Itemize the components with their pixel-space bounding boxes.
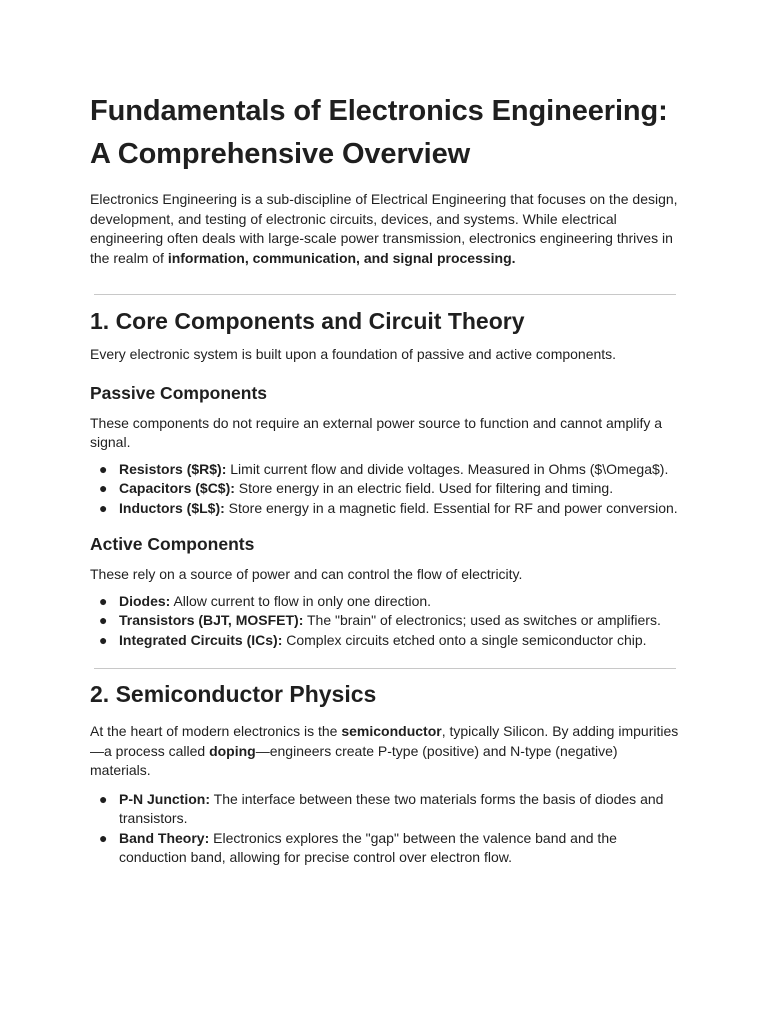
bullet-icon: ● [99, 460, 108, 477]
intro-text: Electronics Engineering is a sub-discipline of Electrical Engineering that focuses on the design, development, and testing of electronic circuits, devices, and systems. While electrical engineering often deals with large-scale power transmission, electronics engineering thrives in the realm of [90, 191, 678, 266]
paragraph-text: At the heart of modern electronics is the [90, 723, 342, 739]
list-item-desc: Store energy in an electric field. Used for filtering and timing. [234, 480, 614, 496]
list-item [90, 611, 680, 631]
semiconductor-list [90, 790, 680, 868]
list-item [90, 790, 680, 829]
list-item-term: Diodes: [119, 592, 171, 609]
section-1-intro: Every electronic system is built upon a foundation of passive and active components. [90, 346, 617, 362]
section-2-paragraph [90, 722, 680, 781]
list-item-desc: Complex circuits etched onto a single semiconductor chip. [282, 631, 647, 648]
section-divider [94, 668, 676, 669]
paragraph-text: —engineers create P-type (positive) and N-type (negative) materials. [90, 742, 618, 778]
document-title: Fundamentals of Electronics Engineering: A Comprehensive Overview [90, 95, 668, 170]
list-item [90, 460, 680, 480]
intro-bold-text: information, communication, and signal processing. [167, 249, 516, 266]
list-item [90, 479, 680, 499]
list-item-desc: The "brain" of electronics; used as switches or amplifiers. [303, 612, 661, 628]
bullet-icon: ● [99, 592, 108, 609]
list-item [90, 631, 680, 651]
section-1-title: 1. Core Components and Circuit Theory [90, 308, 525, 334]
list-item-desc: Allow current to flow in only one direction. [170, 592, 432, 609]
list-item-term: Resistors ($R$): [119, 460, 227, 477]
list-item-term: Capacitors ($C$): [119, 480, 235, 496]
active-components-list [90, 592, 680, 651]
list-item-desc: Limit current flow and divide voltages. Measured in Ohms ($\Omega$). [226, 460, 669, 477]
passive-components-list [90, 460, 680, 519]
section-divider [94, 294, 676, 295]
list-item [90, 592, 680, 612]
bullet-icon: ● [99, 480, 108, 496]
list-item-desc: The interface between these two materials forms the basis of diodes and transistors. [119, 790, 664, 826]
active-components-heading: Active Components [90, 534, 255, 554]
list-item-desc: Electronics explores the "gap" between the valence band and the conduction band, allowing for precise control over electron flow. [119, 829, 617, 865]
bullet-icon: ● [99, 829, 108, 846]
bullet-icon: ● [99, 499, 108, 516]
intro-paragraph [90, 190, 680, 268]
bold-term: semiconductor [341, 723, 442, 739]
list-item-term: Band Theory: [119, 829, 210, 846]
list-item-desc: Store energy in a magnetic field. Essential for RF and power conversion. [224, 499, 678, 516]
paragraph-text: , typically Silicon. By adding impurities—a process called [90, 723, 679, 759]
bullet-icon: ● [99, 612, 108, 628]
list-item-term: Transistors (BJT, MOSFET): [119, 612, 304, 628]
list-item-term: Integrated Circuits (ICs): [119, 631, 283, 648]
bullet-icon: ● [99, 631, 108, 648]
active-components-intro: These rely on a source of power and can control the flow of electricity. [90, 566, 523, 582]
bullet-icon: ● [99, 790, 108, 807]
list-item-term: P-N Junction: [119, 790, 210, 807]
bold-term: doping [209, 742, 256, 759]
list-item [90, 499, 680, 519]
passive-components-heading: Passive Components [90, 382, 267, 403]
section-2-title: 2. Semiconductor Physics [90, 681, 377, 707]
list-item [90, 829, 680, 868]
document-page [90, 90, 680, 868]
passive-components-intro: These components do not require an external power source to function and cannot amplify a signal. [90, 414, 663, 450]
list-item-term: Inductors ($L$): [119, 499, 225, 516]
